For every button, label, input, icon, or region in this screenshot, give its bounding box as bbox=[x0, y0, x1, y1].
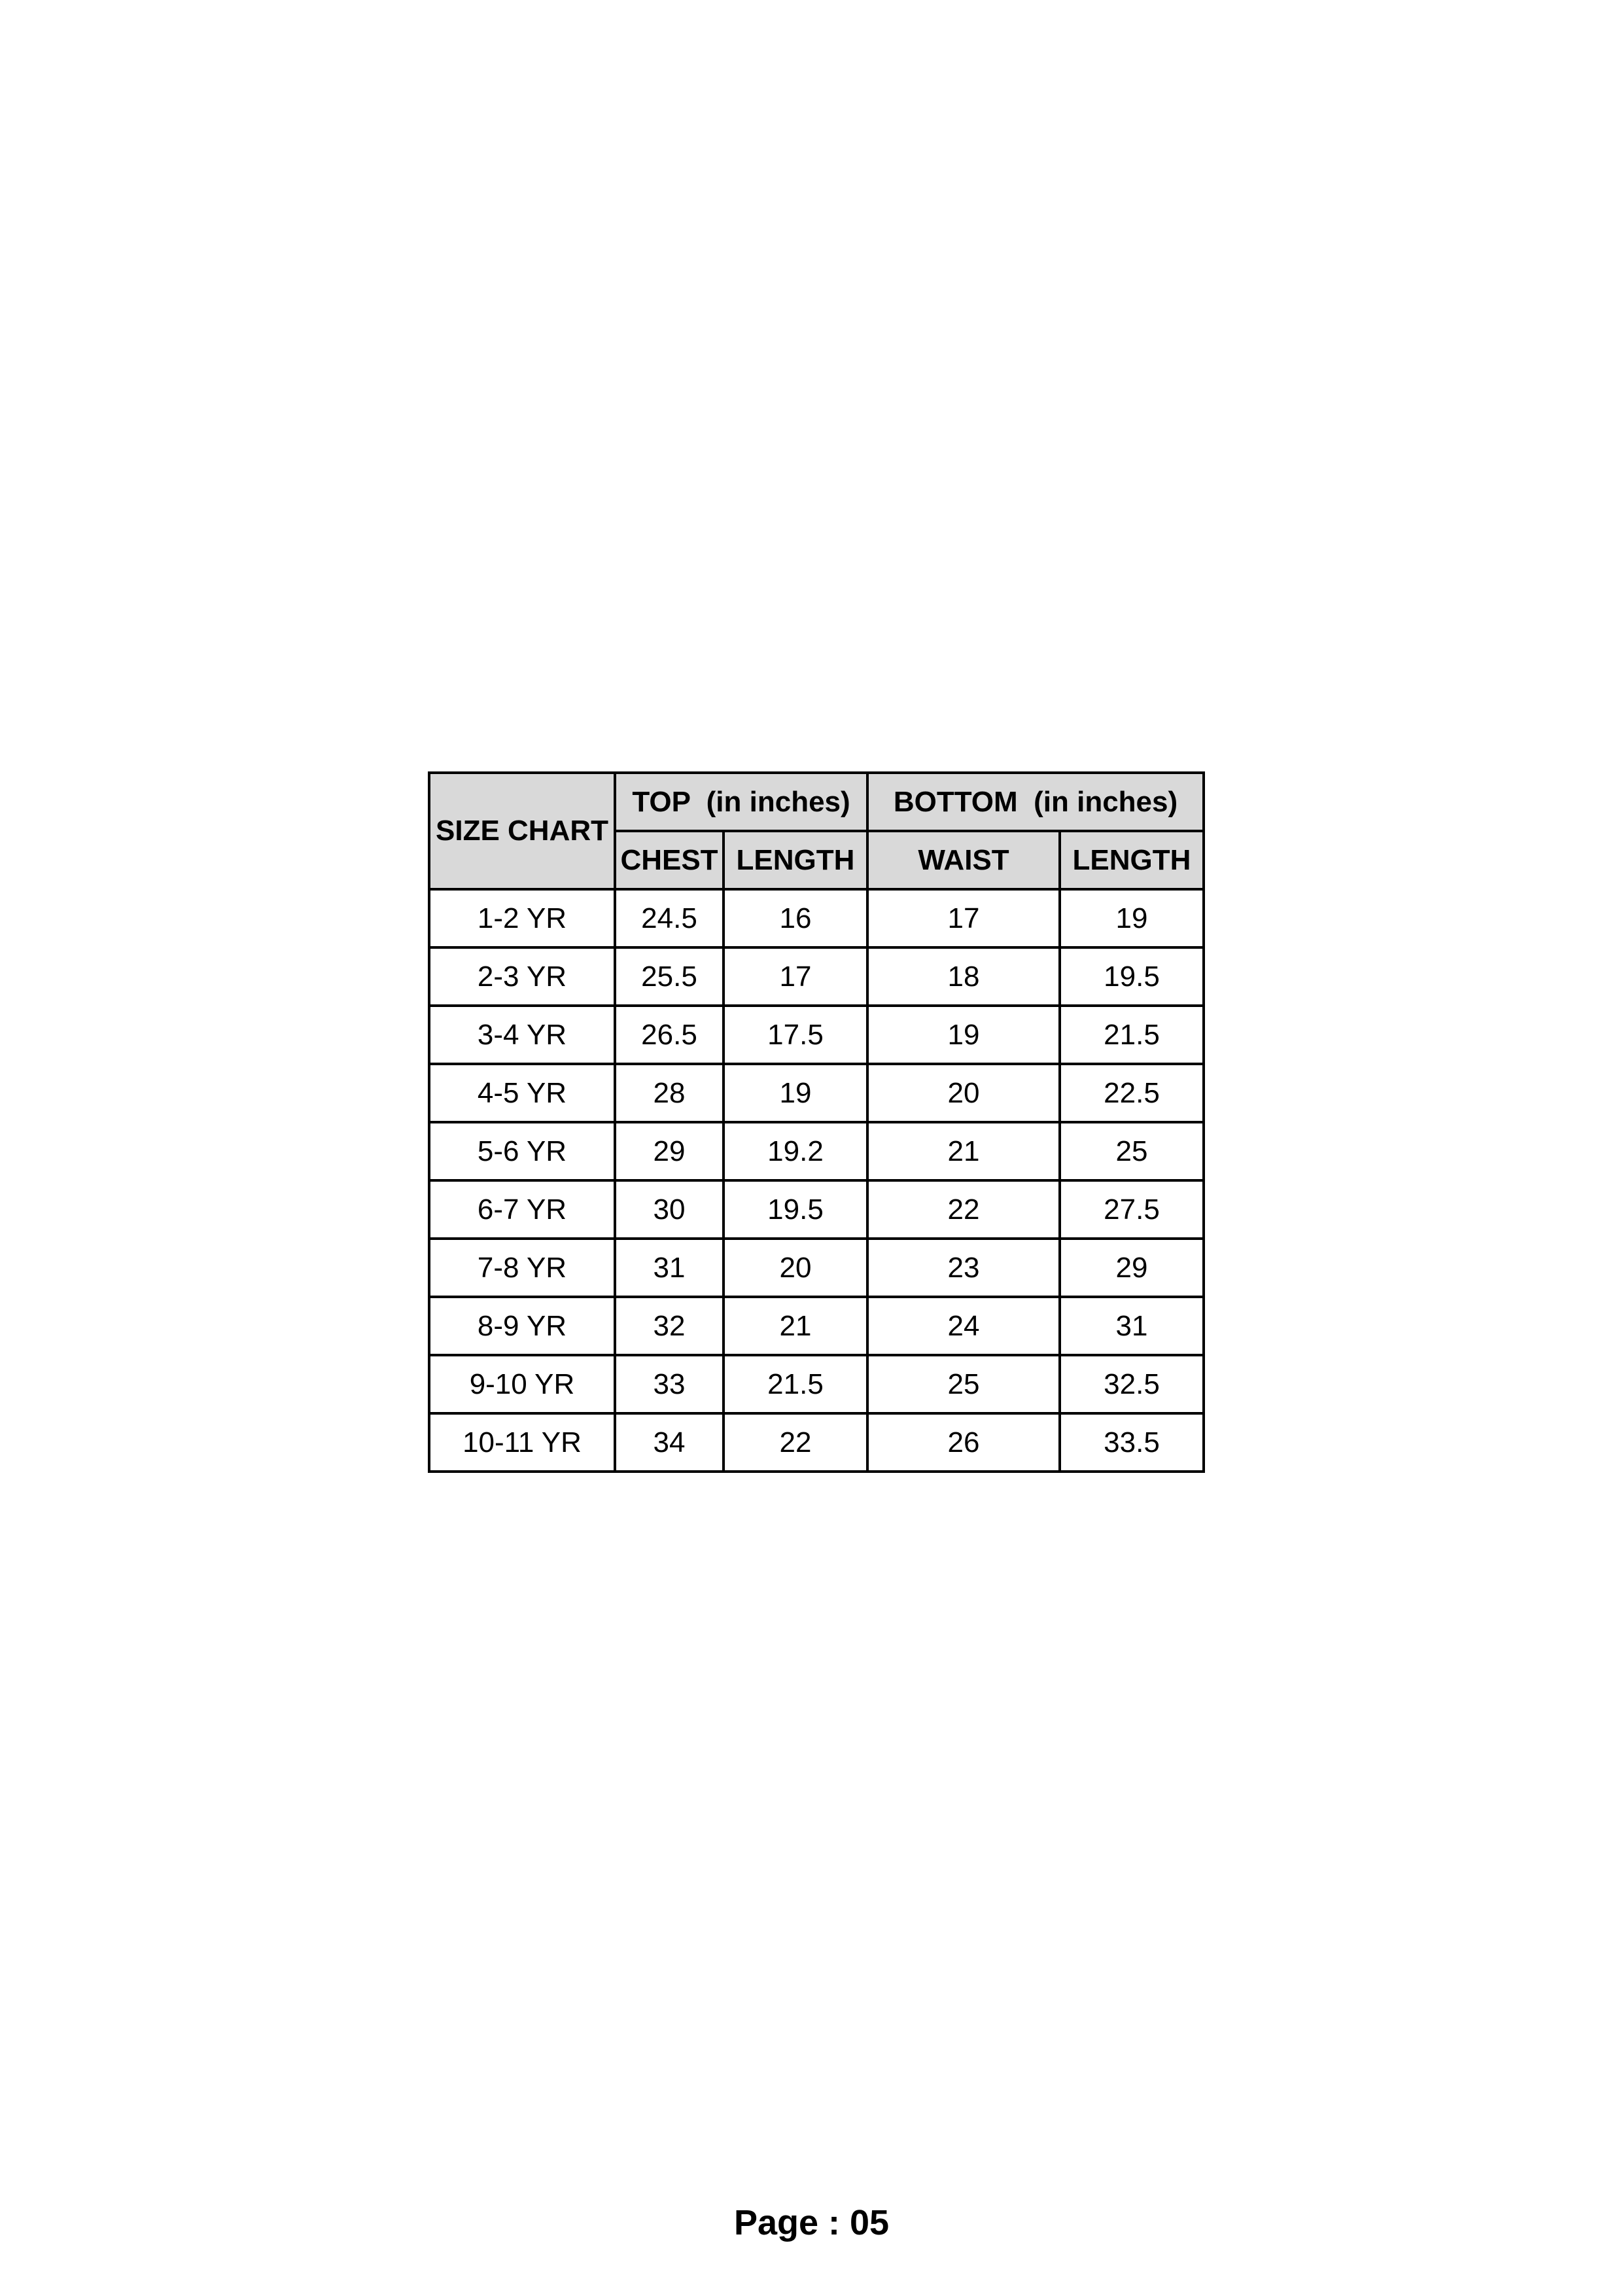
top-length-cell: 17.5 bbox=[724, 1006, 867, 1064]
size-cell: 7-8 YR bbox=[429, 1239, 615, 1297]
top-length-cell: 21 bbox=[724, 1297, 867, 1355]
bottom-length-cell: 31 bbox=[1060, 1297, 1204, 1355]
chest-header: CHEST bbox=[615, 831, 724, 889]
waist-header: WAIST bbox=[867, 831, 1060, 889]
size-cell: 6-7 YR bbox=[429, 1180, 615, 1239]
table-row bbox=[429, 947, 1204, 1006]
top-length-cell: 21.5 bbox=[724, 1355, 867, 1413]
table-header-row bbox=[429, 773, 1204, 831]
bottom-group-header: BOTTOM (in inches) bbox=[867, 773, 1204, 831]
size-chart-header: SIZE CHART bbox=[429, 773, 615, 889]
waist-cell: 20 bbox=[867, 1064, 1060, 1122]
bottom-length-cell: 22.5 bbox=[1060, 1064, 1204, 1122]
chest-cell: 31 bbox=[615, 1239, 724, 1297]
chest-cell: 33 bbox=[615, 1355, 724, 1413]
waist-cell: 18 bbox=[867, 947, 1060, 1006]
waist-cell: 24 bbox=[867, 1297, 1060, 1355]
table-row bbox=[429, 1006, 1204, 1064]
top-length-cell: 19 bbox=[724, 1064, 867, 1122]
table-row bbox=[429, 1355, 1204, 1413]
waist-cell: 22 bbox=[867, 1180, 1060, 1239]
size-cell: 9-10 YR bbox=[429, 1355, 615, 1413]
bottom-length-cell: 33.5 bbox=[1060, 1413, 1204, 1472]
top-length-cell: 19.2 bbox=[724, 1122, 867, 1180]
size-cell: 2-3 YR bbox=[429, 947, 615, 1006]
table-row bbox=[429, 1297, 1204, 1355]
top-length-header: LENGTH bbox=[724, 831, 867, 889]
waist-cell: 19 bbox=[867, 1006, 1060, 1064]
chest-cell: 34 bbox=[615, 1413, 724, 1472]
size-chart-table bbox=[428, 771, 1205, 1473]
size-cell: 5-6 YR bbox=[429, 1122, 615, 1180]
waist-cell: 25 bbox=[867, 1355, 1060, 1413]
chest-cell: 26.5 bbox=[615, 1006, 724, 1064]
table-row bbox=[429, 889, 1204, 947]
size-cell: 3-4 YR bbox=[429, 1006, 615, 1064]
bottom-length-cell: 19 bbox=[1060, 889, 1204, 947]
waist-cell: 17 bbox=[867, 889, 1060, 947]
waist-cell: 21 bbox=[867, 1122, 1060, 1180]
table-row bbox=[429, 1122, 1204, 1180]
top-length-cell: 16 bbox=[724, 889, 867, 947]
top-length-cell: 19.5 bbox=[724, 1180, 867, 1239]
top-length-cell: 17 bbox=[724, 947, 867, 1006]
bottom-length-header: LENGTH bbox=[1060, 831, 1204, 889]
bottom-length-cell: 27.5 bbox=[1060, 1180, 1204, 1239]
chest-cell: 30 bbox=[615, 1180, 724, 1239]
bottom-length-cell: 29 bbox=[1060, 1239, 1204, 1297]
bottom-length-cell: 25 bbox=[1060, 1122, 1204, 1180]
size-cell: 10-11 YR bbox=[429, 1413, 615, 1472]
table-row bbox=[429, 1239, 1204, 1297]
size-cell: 1-2 YR bbox=[429, 889, 615, 947]
chest-cell: 32 bbox=[615, 1297, 724, 1355]
chest-cell: 24.5 bbox=[615, 889, 724, 947]
waist-cell: 23 bbox=[867, 1239, 1060, 1297]
top-group-header: TOP (in inches) bbox=[615, 773, 867, 831]
table-row bbox=[429, 1064, 1204, 1122]
table-row bbox=[429, 1180, 1204, 1239]
chest-cell: 25.5 bbox=[615, 947, 724, 1006]
waist-cell: 26 bbox=[867, 1413, 1060, 1472]
page-number: Page : 05 bbox=[733, 2203, 890, 2242]
table-row bbox=[429, 1413, 1204, 1472]
size-cell: 8-9 YR bbox=[429, 1297, 615, 1355]
bottom-length-cell: 19.5 bbox=[1060, 947, 1204, 1006]
chest-cell: 29 bbox=[615, 1122, 724, 1180]
bottom-length-cell: 21.5 bbox=[1060, 1006, 1204, 1064]
size-cell: 4-5 YR bbox=[429, 1064, 615, 1122]
top-length-cell: 20 bbox=[724, 1239, 867, 1297]
chest-cell: 28 bbox=[615, 1064, 724, 1122]
bottom-length-cell: 32.5 bbox=[1060, 1355, 1204, 1413]
top-length-cell: 22 bbox=[724, 1413, 867, 1472]
